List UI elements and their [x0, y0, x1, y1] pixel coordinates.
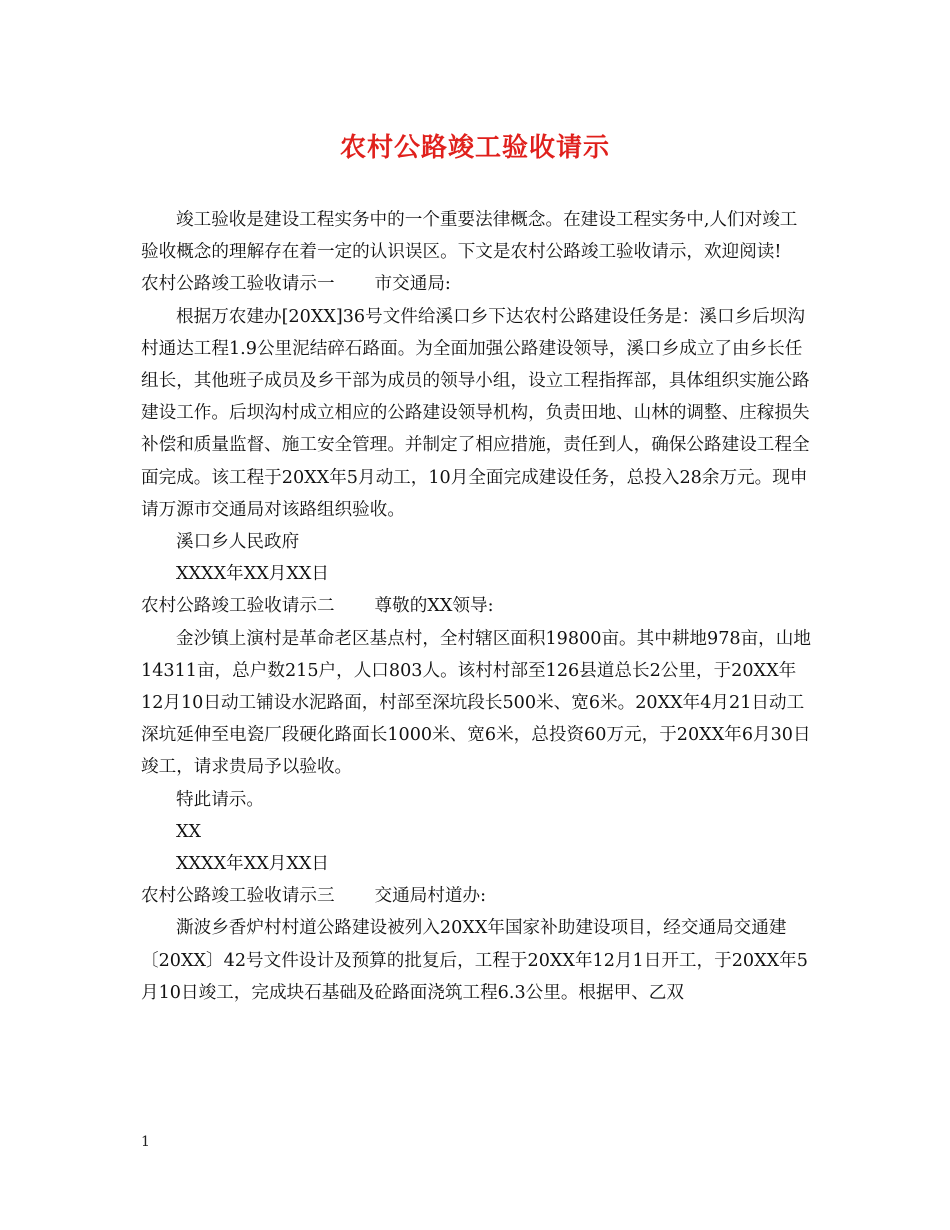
section-1-addressee: 市交通局:: [374, 274, 451, 295]
section-1-heading: 农村公路竣工验收请示一: [141, 274, 335, 295]
document-body: [141, 204, 813, 1009]
page-number: 1: [141, 1134, 150, 1150]
section-3-addressee: 交通局村道办:: [374, 886, 487, 907]
section-3-heading: 农村公路竣工验收请示三: [141, 886, 335, 907]
intro-paragraph: 竣工验收是建设工程实务中的一个重要法律概念。在建设工程实务中,人们对竣工验收概念的理解存在着一定的认识误区。下文是农村公路竣工验收请示，欢迎阅读!: [141, 210, 798, 263]
section-2-addressee: 尊敬的XX领导:: [374, 596, 494, 617]
section-3-body: 澌波乡香炉村村道公路建设被列入20XX年国家补助建设项目，经交通局交通建〔20XX〕42号文件设计及预算的批复后，工程于20XX年12月1日开工，于20XX年5月10日竣工，完成块石基础及砼路面浇筑工程6.3公里。根据甲、乙双: [141, 918, 808, 1003]
section-1-date: XXXX年XX月XX日: [176, 564, 329, 585]
section-1-signature: 溪口乡人民政府: [176, 532, 300, 553]
section-3-heading-line: [141, 880, 813, 912]
section-1-body: 根据万农建办[20XX]36号文件给溪口乡下达农村公路建设任务是：溪口乡后坝沟村通达工程1.9公里泥结碎石路面。为全面加强公路建设领导，溪口乡成立了由乡长任组长，其他班子成员及乡干部为成员的领导小组，设立工程指挥部，具体组织实施公路建设工作。后坝沟村成立相应的公路建设领导机构，负责田地、山林的调整、庄稼损失补偿和质量监督、施工安全管理。并制定了相应措施，责任到人，确保公路建设工程全面完成。该工程于20XX年5月动工，10月全面完成建设任务，总投入28余万元。现申请万源市交通局对该路组织验收。: [141, 306, 810, 520]
section-1-heading-line: [141, 268, 813, 300]
section-2-heading: 农村公路竣工验收请示二: [141, 596, 335, 617]
section-2-body: 金沙镇上演村是革命老区基点村，全村辖区面积19800亩。其中耕地978亩，山地14311亩，总户数215户，人口803人。该村村部至126县道总长2公里，于20XX年12月10日动工铺设水泥路面，村部至深坑段长500米、宽6米。20XX年4月21日动工深坑延伸至电瓷厂段硬化路面长1000米、宽6米，总投资60万元，于20XX年6月30日竣工，请求贵局予以验收。: [141, 628, 811, 778]
section-2-signature: XX: [176, 821, 202, 842]
section-2-closing: 特此请示。: [176, 789, 264, 810]
section-2-date: XXXX年XX月XX日: [176, 854, 329, 875]
section-2-heading-line: [141, 590, 813, 622]
page-title: 农村公路竣工验收请示: [339, 133, 610, 163]
